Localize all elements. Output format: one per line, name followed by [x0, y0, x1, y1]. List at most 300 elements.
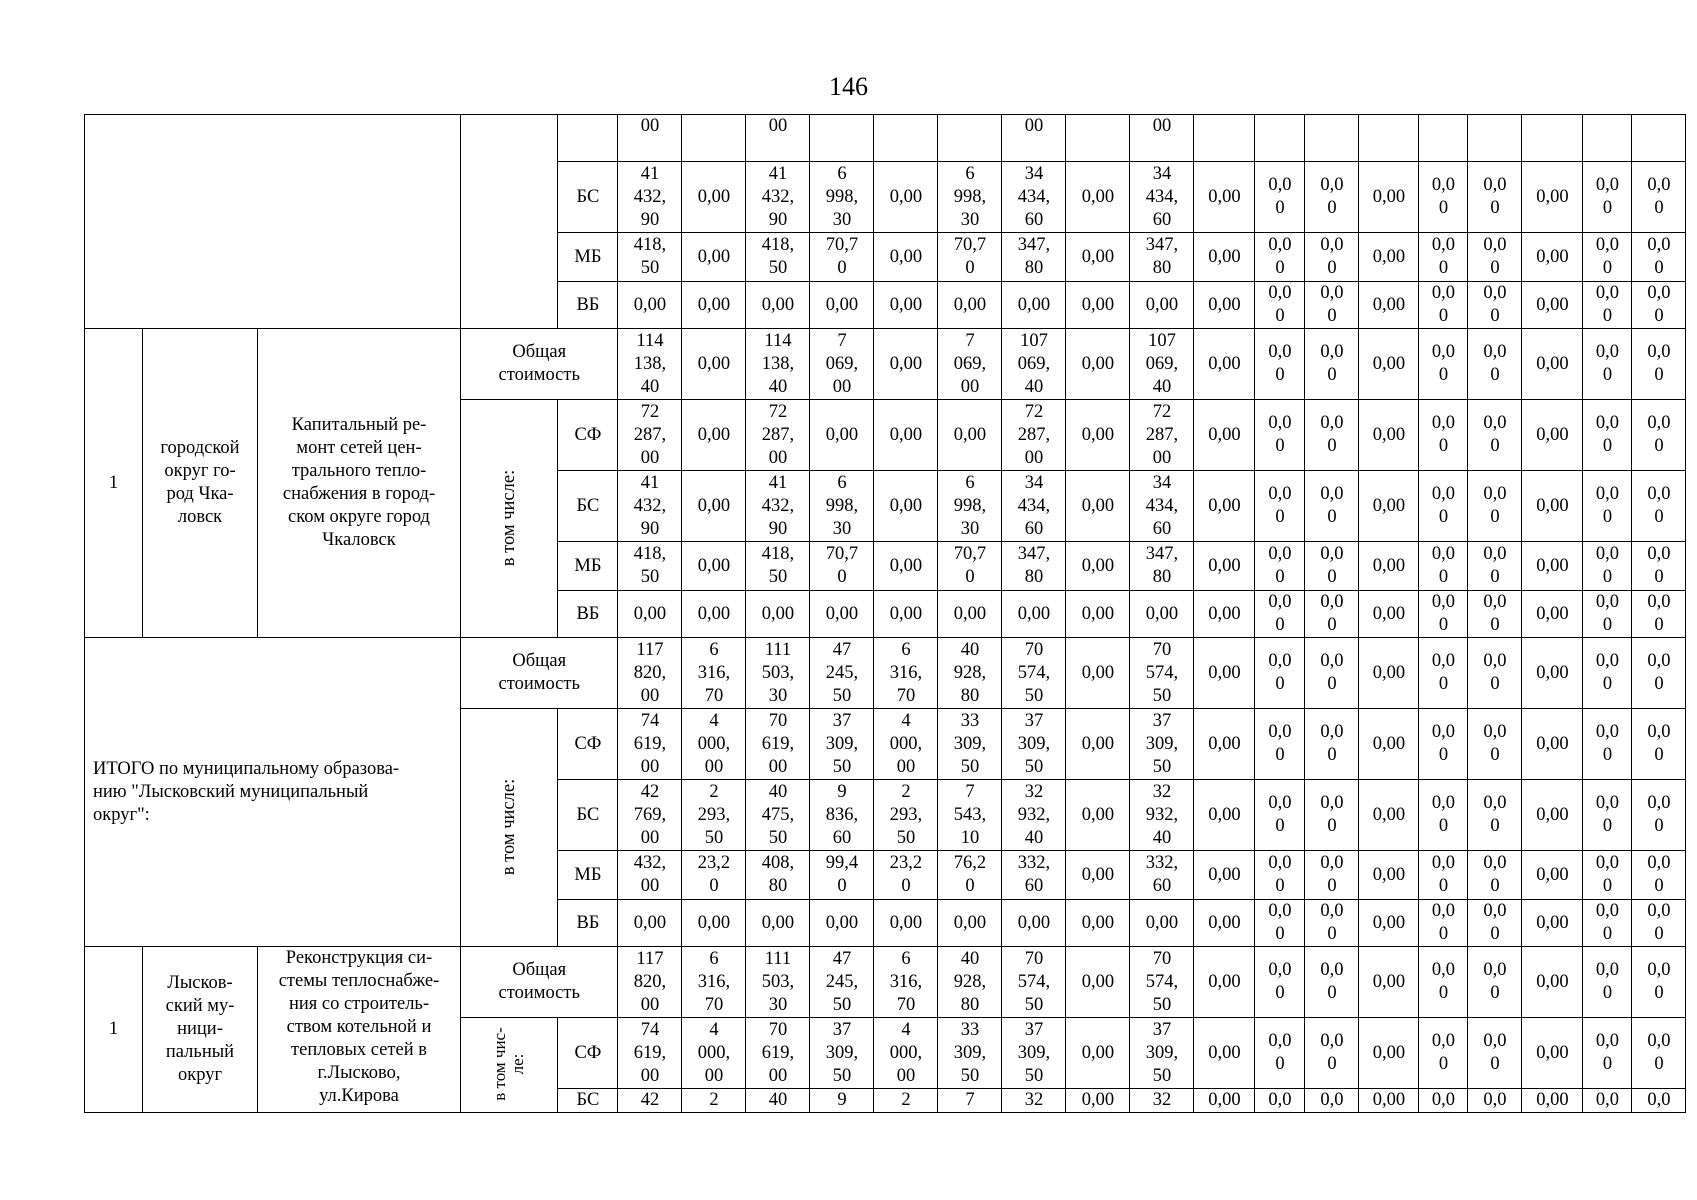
value-cell: 0,0 0	[1468, 947, 1522, 1018]
total-cost-line-2: стоимость	[498, 983, 580, 1003]
value-cell: 0,00	[1194, 1089, 1255, 1113]
value-cell: 107 069, 40	[1130, 329, 1194, 400]
value-cell: 0,0 0	[1419, 900, 1468, 947]
value-cell: 0,00	[1066, 282, 1130, 329]
value-cell: 0,0 0	[1305, 900, 1359, 947]
value-cell: 37 309, 50	[1130, 1018, 1194, 1089]
value-cell: 0,00	[1522, 400, 1583, 471]
value-cell: 0,00	[1066, 851, 1130, 900]
value-cell: 37 309, 50	[810, 1018, 874, 1089]
value-cell: 0,0	[1583, 1089, 1632, 1113]
value-cell: 0,0 0	[1632, 471, 1686, 542]
value-cell: 76,2 0	[938, 851, 1002, 900]
value-cell: 0,0 0	[1632, 162, 1686, 233]
value-cell	[1305, 115, 1359, 162]
value-cell: 0,0 0	[1583, 947, 1632, 1018]
source-label: БС	[558, 780, 618, 851]
value-cell: 0,0 0	[1632, 638, 1686, 709]
value-cell: 0,0 0	[1632, 947, 1686, 1018]
value-cell: 0,0 0	[1305, 851, 1359, 900]
source-label: СФ	[558, 1018, 618, 1089]
value-cell: 0,00	[810, 591, 874, 638]
value-cell: 0,0 0	[1255, 233, 1305, 282]
value-cell: 0,00	[1194, 471, 1255, 542]
value-cell: 00	[618, 115, 682, 162]
value-cell: 0,0 0	[1419, 282, 1468, 329]
total-cost-label	[461, 638, 618, 709]
value-cell: 37 309, 50	[1130, 709, 1194, 780]
value-cell: 0,0 0	[1419, 638, 1468, 709]
value-cell: 0,00	[746, 282, 810, 329]
source-label: ВБ	[558, 282, 618, 329]
value-cell: 0,0 0	[1419, 329, 1468, 400]
value-cell: 111 503, 30	[746, 947, 810, 1018]
value-cell: 0,00	[1066, 780, 1130, 851]
value-cell: 72 287, 00	[618, 400, 682, 471]
value-cell: 0,00	[1066, 947, 1130, 1018]
value-cell: 6 316, 70	[682, 638, 746, 709]
value-cell: 0,00	[874, 282, 938, 329]
value-cell: 23,2 0	[874, 851, 938, 900]
value-cell: 0,00	[1194, 329, 1255, 400]
value-cell	[1419, 115, 1468, 162]
value-cell: 32	[1002, 1089, 1066, 1113]
value-cell: 0,00	[1359, 1018, 1419, 1089]
value-cell: 7	[938, 1089, 1002, 1113]
value-cell: 0,00	[1194, 542, 1255, 591]
value-cell: 0,0 0	[1468, 900, 1522, 947]
value-cell: 0,0 0	[1632, 542, 1686, 591]
value-cell: 6 998, 30	[938, 162, 1002, 233]
value-cell: 0,00	[1066, 709, 1130, 780]
value-cell: 0,00	[1066, 162, 1130, 233]
value-cell: 347, 80	[1130, 542, 1194, 591]
value-cell: 0,0 0	[1255, 709, 1305, 780]
value-cell: 0,00	[1130, 282, 1194, 329]
value-cell: 0,0 0	[1583, 162, 1632, 233]
value-cell: 0,0 0	[1632, 400, 1686, 471]
value-cell: 34 434, 60	[1002, 471, 1066, 542]
value-cell: 0,00	[1522, 471, 1583, 542]
value-cell: 0,00	[682, 329, 746, 400]
value-cell: 0,0 0	[1468, 638, 1522, 709]
value-cell: 0,0 0	[1468, 851, 1522, 900]
source-label: ВБ	[558, 591, 618, 638]
value-cell: 0,00	[1359, 900, 1419, 947]
value-cell: 00	[1002, 115, 1066, 162]
value-cell: 0,0 0	[1419, 1018, 1468, 1089]
value-cell: 0,00	[1066, 542, 1130, 591]
value-cell: 2	[682, 1089, 746, 1113]
value-cell: 40	[746, 1089, 810, 1113]
value-cell: 0,00	[1359, 400, 1419, 471]
value-cell: 72 287, 00	[1130, 400, 1194, 471]
value-cell: 00	[1130, 115, 1194, 162]
value-cell: 0,00	[1066, 1089, 1130, 1113]
value-cell: 0,0	[1632, 1089, 1686, 1113]
value-cell: 0,00	[1194, 900, 1255, 947]
source-label: МБ	[558, 851, 618, 900]
value-cell: 0,00	[1522, 329, 1583, 400]
value-cell: 0,00	[810, 400, 874, 471]
value-cell: 347, 80	[1130, 233, 1194, 282]
value-cell: 0,0 0	[1632, 900, 1686, 947]
value-cell: 0,0 0	[1583, 900, 1632, 947]
value-cell: 7 069, 00	[938, 329, 1002, 400]
value-cell	[1255, 115, 1305, 162]
value-cell: 0,00	[1522, 233, 1583, 282]
value-cell: 0,00	[1066, 329, 1130, 400]
value-cell: 0,00	[1066, 400, 1130, 471]
value-cell: 0,00	[1522, 638, 1583, 709]
value-cell: 0,00	[1522, 1018, 1583, 1089]
value-cell: 0,00	[1359, 1089, 1419, 1113]
value-cell: 0,0 0	[1255, 400, 1305, 471]
budget-table-wrapper	[84, 114, 1686, 1113]
value-cell: 0,00	[1002, 591, 1066, 638]
value-cell: 0,0 0	[1468, 780, 1522, 851]
value-cell: 0,0 0	[1468, 471, 1522, 542]
value-cell: 0,0 0	[1468, 233, 1522, 282]
value-cell	[1522, 115, 1583, 162]
value-cell: 0,0 0	[1305, 400, 1359, 471]
value-cell: 0,00	[1066, 638, 1130, 709]
project-name: Капитальный ре- монт сетей цен- трального тепло- снабжения в город- ском округе город Чкаловск	[258, 329, 461, 638]
value-cell: 41 432, 90	[618, 471, 682, 542]
value-cell	[1359, 115, 1419, 162]
value-cell: 0,00	[874, 542, 938, 591]
value-cell	[938, 115, 1002, 162]
value-cell: 6 998, 30	[810, 471, 874, 542]
value-cell: 0,0 0	[1419, 947, 1468, 1018]
value-cell: 0,00	[682, 900, 746, 947]
value-cell: 2 293, 50	[874, 780, 938, 851]
value-cell: 0,00	[1066, 233, 1130, 282]
value-cell	[874, 115, 938, 162]
value-cell: 2 293, 50	[682, 780, 746, 851]
value-cell: 0,00	[1066, 900, 1130, 947]
value-cell: 70,7 0	[938, 233, 1002, 282]
value-cell: 4 000, 00	[874, 1018, 938, 1089]
value-cell: 0,00	[1194, 638, 1255, 709]
blank-label	[558, 115, 618, 162]
value-cell: 34 434, 60	[1130, 162, 1194, 233]
value-cell: 0,00	[1359, 851, 1419, 900]
value-cell: 0,00	[1522, 282, 1583, 329]
value-cell: 0,0 0	[1419, 162, 1468, 233]
value-cell: 9 836, 60	[810, 780, 874, 851]
value-cell: 0,0 0	[1305, 233, 1359, 282]
value-cell	[1583, 115, 1632, 162]
value-cell: 33 309, 50	[938, 709, 1002, 780]
value-cell: 4 000, 00	[682, 1018, 746, 1089]
value-cell: 33 309, 50	[938, 1018, 1002, 1089]
value-cell: 0,0 0	[1419, 591, 1468, 638]
value-cell: 432, 00	[618, 851, 682, 900]
value-cell: 4 000, 00	[682, 709, 746, 780]
value-cell: 111 503, 30	[746, 638, 810, 709]
value-cell: 0,0 0	[1255, 900, 1305, 947]
value-cell: 0,00	[1359, 638, 1419, 709]
source-label: ВБ	[558, 900, 618, 947]
value-cell: 0,0 0	[1583, 233, 1632, 282]
value-cell: 72 287, 00	[1002, 400, 1066, 471]
value-cell: 37 309, 50	[810, 709, 874, 780]
value-cell: 0,00	[1194, 709, 1255, 780]
including-text: в том чис- ле:	[490, 1026, 528, 1101]
value-cell: 0,0 0	[1255, 542, 1305, 591]
value-cell: 74 619, 00	[618, 1018, 682, 1089]
value-cell: 72 287, 00	[746, 400, 810, 471]
value-cell: 47 245, 50	[810, 947, 874, 1018]
including-vertical-label	[461, 1018, 558, 1113]
value-cell: 0,00	[1522, 591, 1583, 638]
value-cell: 332, 60	[1130, 851, 1194, 900]
value-cell: 0,0 0	[1255, 1018, 1305, 1089]
value-cell: 0,00	[1359, 542, 1419, 591]
value-cell: 0,00	[1359, 282, 1419, 329]
row-number: 1	[85, 329, 143, 638]
value-cell: 0,0 0	[1305, 709, 1359, 780]
value-cell: 70,7 0	[810, 542, 874, 591]
value-cell: 0,00	[1359, 780, 1419, 851]
total-municipality-title: ИТОГО по муниципальному образова- нию "Лысковский муниципальный округ":	[85, 638, 461, 947]
value-cell: 0,00	[1522, 162, 1583, 233]
value-cell: 0,0 0	[1583, 542, 1632, 591]
value-cell: 0,00	[1522, 709, 1583, 780]
value-cell: 70 574, 50	[1002, 638, 1066, 709]
total-cost-line-1: Общая	[512, 960, 567, 980]
value-cell: 0,0 0	[1255, 471, 1305, 542]
page-number: 146	[829, 72, 868, 101]
value-cell: 0,0 0	[1305, 947, 1359, 1018]
including-vertical-label	[461, 400, 558, 638]
value-cell: 0,0 0	[1583, 282, 1632, 329]
value-cell: 0,00	[1522, 542, 1583, 591]
value-cell: 0,0 0	[1419, 780, 1468, 851]
value-cell: 0,0 0	[1468, 329, 1522, 400]
total-cost-line-1: Общая	[512, 342, 567, 362]
value-cell: 70 619, 00	[746, 1018, 810, 1089]
value-cell: 32	[1130, 1089, 1194, 1113]
value-cell: 347, 80	[1002, 542, 1066, 591]
value-cell: 0,0	[1419, 1089, 1468, 1113]
value-cell: 0,00	[682, 400, 746, 471]
value-cell: 34 434, 60	[1130, 471, 1194, 542]
value-cell: 0,0 0	[1583, 329, 1632, 400]
value-cell: 0,0 0	[1419, 851, 1468, 900]
table-row	[85, 638, 1686, 709]
value-cell: 0,00	[1194, 947, 1255, 1018]
row-number: 1	[85, 947, 143, 1113]
value-cell: 0,00	[1522, 900, 1583, 947]
value-cell: 0,0	[1305, 1089, 1359, 1113]
value-cell: 6 998, 30	[938, 471, 1002, 542]
value-cell: 40 475, 50	[746, 780, 810, 851]
value-cell: 0,00	[874, 471, 938, 542]
value-cell: 0,0 0	[1583, 851, 1632, 900]
value-cell: 70 574, 50	[1130, 638, 1194, 709]
table-row	[85, 115, 1686, 162]
value-cell: 0,0 0	[1468, 591, 1522, 638]
value-cell: 347, 80	[1002, 233, 1066, 282]
value-cell: 7 543, 10	[938, 780, 1002, 851]
value-cell: 0,0 0	[1305, 471, 1359, 542]
value-cell: 0,00	[1130, 591, 1194, 638]
value-cell: 107 069, 40	[1002, 329, 1066, 400]
including-text: в том числе:	[499, 778, 520, 876]
value-cell: 0,0 0	[1305, 1018, 1359, 1089]
value-cell: 70,7 0	[938, 542, 1002, 591]
value-cell: 0,0 0	[1305, 542, 1359, 591]
value-cell: 0,0	[1468, 1089, 1522, 1113]
value-cell: 0,00	[1066, 591, 1130, 638]
value-cell: 0,00	[1066, 471, 1130, 542]
value-cell: 0,0 0	[1468, 1018, 1522, 1089]
value-cell: 0,00	[1130, 900, 1194, 947]
value-cell: 0,00	[1194, 1018, 1255, 1089]
municipality-name: Лысков- ский му- ници- пальный округ	[143, 947, 258, 1113]
value-cell: 0,00	[1522, 1089, 1583, 1113]
value-cell: 0,0 0	[1255, 851, 1305, 900]
total-cost-line-1: Общая	[512, 651, 567, 671]
value-cell: 6 998, 30	[810, 162, 874, 233]
value-cell: 0,0 0	[1255, 162, 1305, 233]
value-cell: 0,00	[1359, 471, 1419, 542]
value-cell: 0,00	[746, 591, 810, 638]
value-cell: 0,0 0	[1255, 947, 1305, 1018]
value-cell: 6 316, 70	[682, 947, 746, 1018]
value-cell: 0,0 0	[1468, 400, 1522, 471]
value-cell: 0,00	[1522, 851, 1583, 900]
total-cost-label	[461, 947, 618, 1018]
value-cell: 0,00	[1194, 780, 1255, 851]
continuation-blank	[85, 115, 461, 329]
value-cell	[1632, 115, 1686, 162]
value-cell: 6 316, 70	[874, 947, 938, 1018]
value-cell: 0,00	[874, 329, 938, 400]
value-cell: 0,00	[1002, 282, 1066, 329]
budget-table	[84, 114, 1686, 1113]
value-cell: 0,00	[1359, 947, 1419, 1018]
value-cell: 0,00	[1002, 900, 1066, 947]
value-cell: 418, 50	[746, 542, 810, 591]
value-cell: 7 069, 00	[810, 329, 874, 400]
value-cell: 42 769, 00	[618, 780, 682, 851]
value-cell: 0,00	[874, 400, 938, 471]
value-cell: 0,00	[1194, 591, 1255, 638]
value-cell: 9	[810, 1089, 874, 1113]
value-cell: 114 138, 40	[618, 329, 682, 400]
value-cell: 0,0 0	[1305, 780, 1359, 851]
value-cell: 0,0 0	[1632, 591, 1686, 638]
value-cell: 0,00	[1066, 1018, 1130, 1089]
value-cell: 34 434, 60	[1002, 162, 1066, 233]
value-cell: 0,0 0	[1468, 282, 1522, 329]
value-cell: 0,0 0	[1255, 780, 1305, 851]
value-cell: 408, 80	[746, 851, 810, 900]
value-cell: 114 138, 40	[746, 329, 810, 400]
value-cell: 0,00	[618, 282, 682, 329]
value-cell: 0,00	[810, 282, 874, 329]
value-cell: 0,00	[1194, 400, 1255, 471]
value-cell: 0,00	[682, 471, 746, 542]
value-cell: 41 432, 90	[618, 162, 682, 233]
value-cell: 0,00	[1522, 780, 1583, 851]
value-cell: 0,0 0	[1419, 471, 1468, 542]
value-cell: 0,0 0	[1583, 591, 1632, 638]
value-cell: 0,0 0	[1305, 162, 1359, 233]
table-row	[85, 947, 1686, 1018]
value-cell: 74 619, 00	[618, 709, 682, 780]
value-cell: 99,4 0	[810, 851, 874, 900]
value-cell: 0,0 0	[1255, 638, 1305, 709]
value-cell: 0,0 0	[1583, 709, 1632, 780]
value-cell: 0,00	[618, 900, 682, 947]
value-cell: 332, 60	[1002, 851, 1066, 900]
value-cell: 0,0 0	[1632, 282, 1686, 329]
table-row	[85, 329, 1686, 400]
value-cell: 0,0 0	[1468, 709, 1522, 780]
value-cell: 0,00	[938, 400, 1002, 471]
value-cell: 37 309, 50	[1002, 709, 1066, 780]
value-cell: 0,0 0	[1419, 233, 1468, 282]
value-cell: 0,0 0	[1255, 282, 1305, 329]
value-cell: 0,0	[1255, 1089, 1305, 1113]
value-cell	[1194, 115, 1255, 162]
value-cell: 2	[874, 1089, 938, 1113]
project-name: Реконструкция си- стемы теплоснабже- ния со строитель- ством котельной и тепловых сетей в г.Лысково, ул.Кирова	[258, 947, 461, 1113]
value-cell: 0,0 0	[1305, 282, 1359, 329]
value-cell: 0,0 0	[1255, 591, 1305, 638]
municipality-name: городской округ го- род Чка- ловск	[143, 329, 258, 638]
value-cell: 0,00	[938, 591, 1002, 638]
value-cell	[1066, 115, 1130, 162]
source-label: МБ	[558, 542, 618, 591]
value-cell: 70 619, 00	[746, 709, 810, 780]
including-vertical-label	[461, 709, 558, 947]
value-cell: 0,00	[682, 542, 746, 591]
value-cell: 0,0 0	[1255, 329, 1305, 400]
value-cell: 0,0 0	[1632, 329, 1686, 400]
value-cell: 0,00	[1194, 851, 1255, 900]
value-cell: 0,00	[1194, 233, 1255, 282]
total-cost-label	[461, 329, 618, 400]
value-cell: 0,0 0	[1468, 162, 1522, 233]
value-cell: 40 928, 80	[938, 947, 1002, 1018]
value-cell: 0,0 0	[1419, 542, 1468, 591]
value-cell: 40 928, 80	[938, 638, 1002, 709]
value-cell: 0,0 0	[1583, 1018, 1632, 1089]
value-cell: 0,0 0	[1468, 542, 1522, 591]
value-cell: 23,2 0	[682, 851, 746, 900]
value-cell: 0,00	[618, 591, 682, 638]
value-cell: 47 245, 50	[810, 638, 874, 709]
value-cell: 0,00	[874, 591, 938, 638]
value-cell: 0,00	[1359, 162, 1419, 233]
value-cell: 0,0 0	[1305, 638, 1359, 709]
value-cell	[682, 115, 746, 162]
value-cell: 0,0 0	[1305, 329, 1359, 400]
value-cell: 0,00	[1359, 591, 1419, 638]
value-cell: 0,00	[682, 282, 746, 329]
source-label: СФ	[558, 709, 618, 780]
value-cell: 41 432, 90	[746, 162, 810, 233]
value-cell: 0,0 0	[1632, 233, 1686, 282]
source-label: СФ	[558, 400, 618, 471]
value-cell: 418, 50	[746, 233, 810, 282]
value-cell: 42	[618, 1089, 682, 1113]
